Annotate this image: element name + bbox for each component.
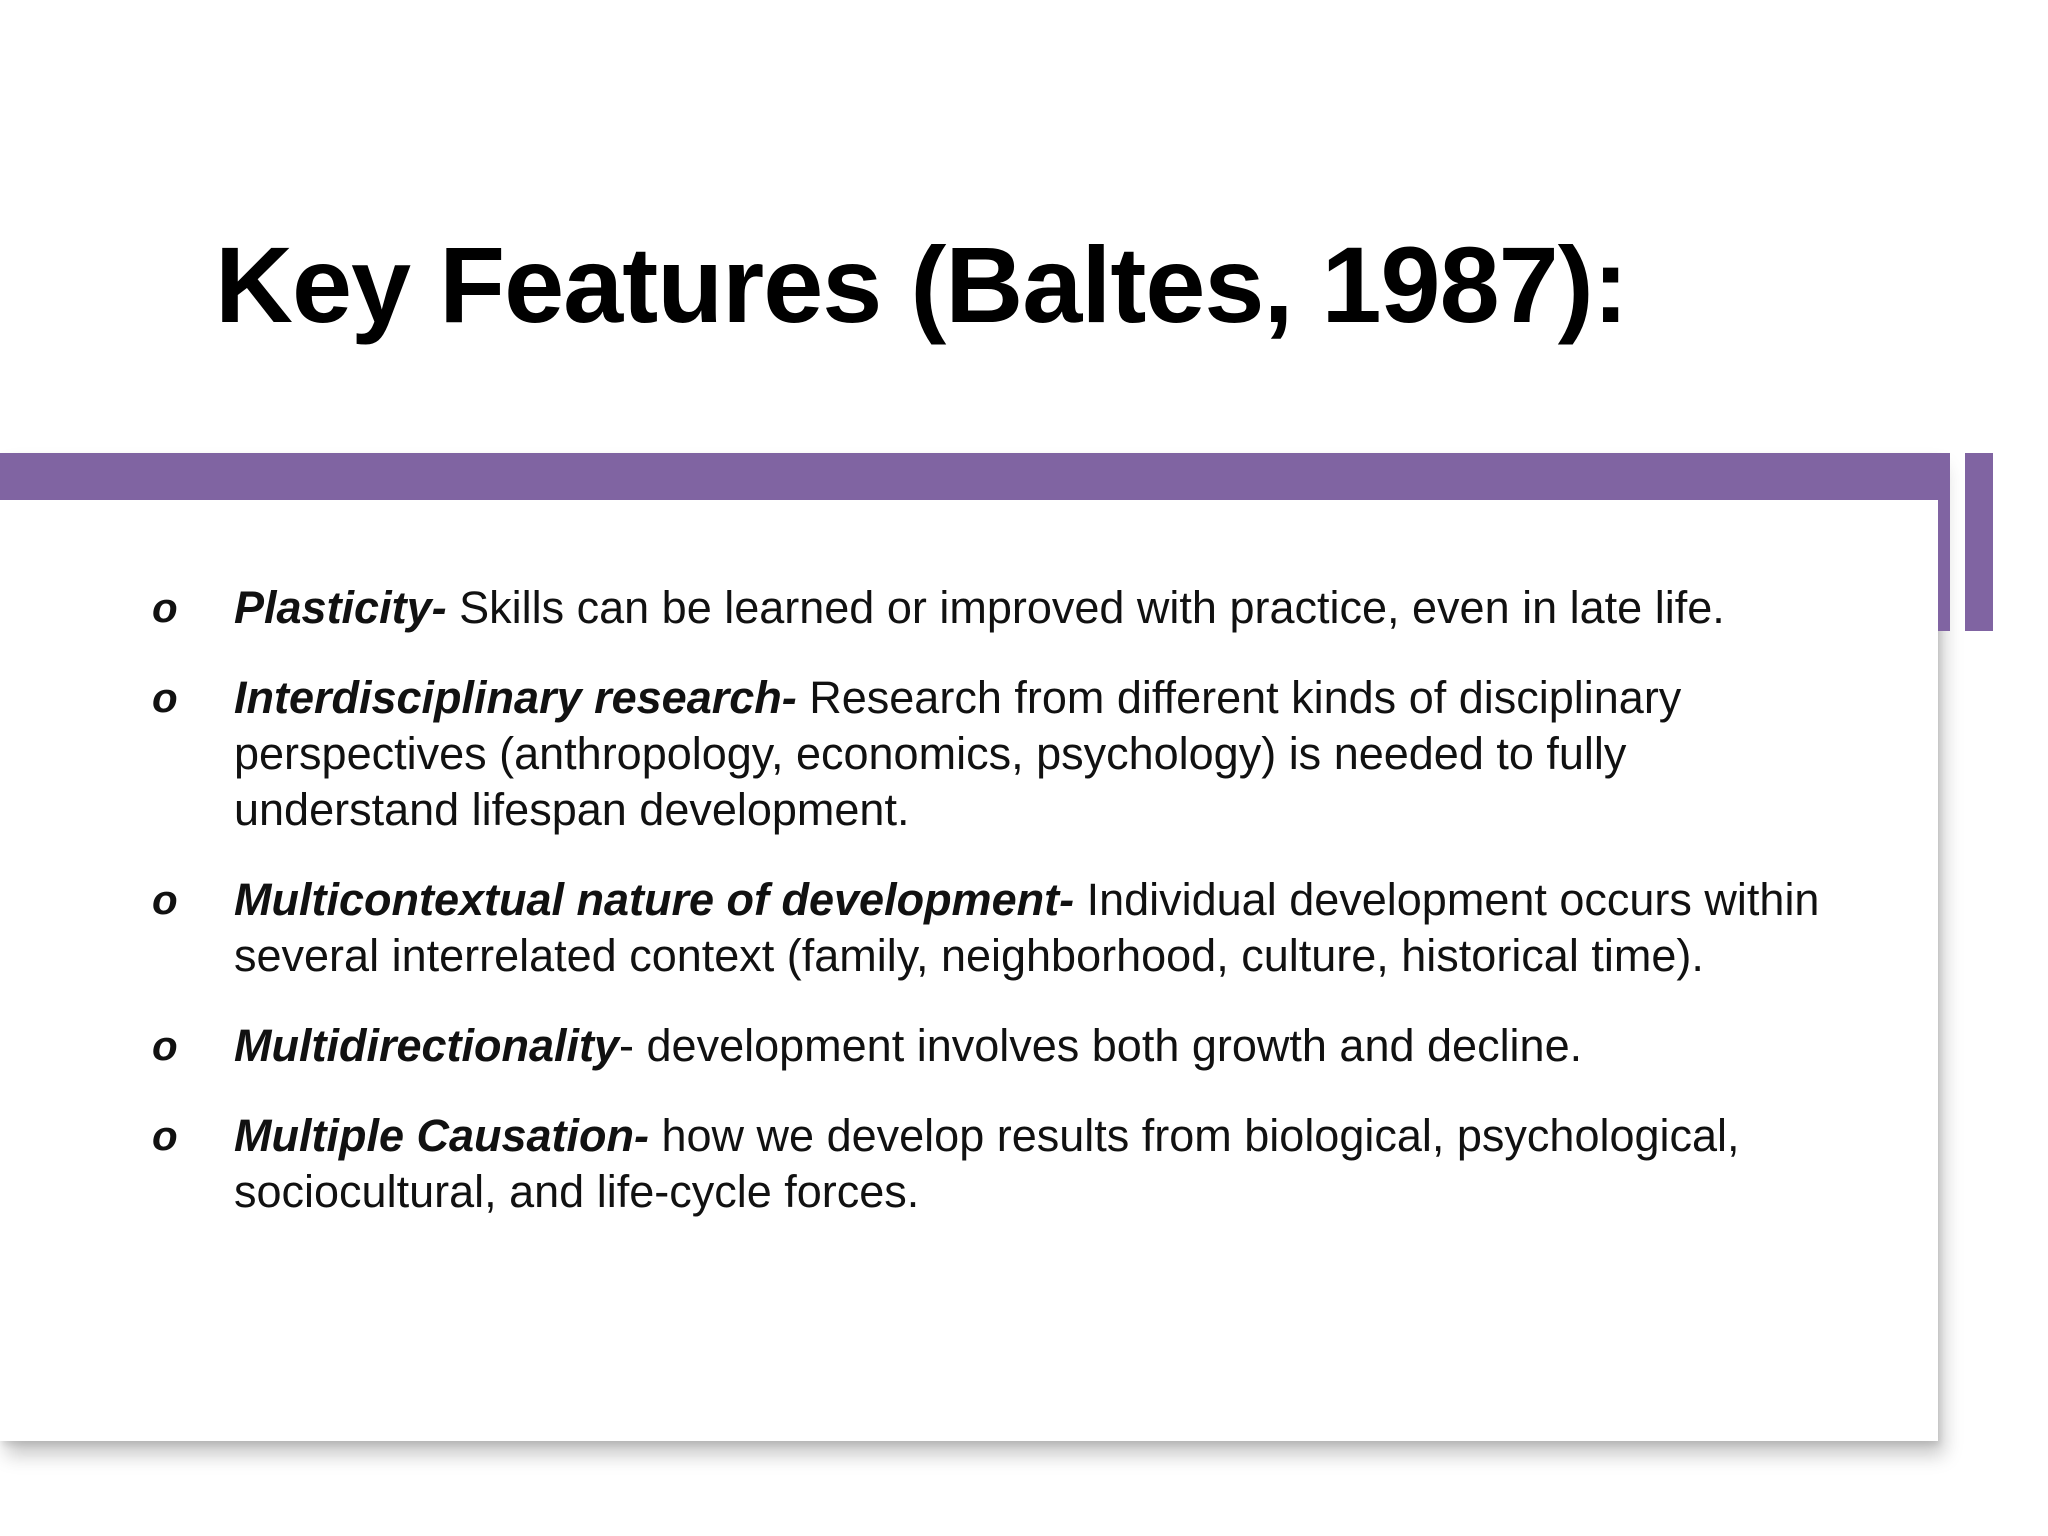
bullet-term: Multicontextual nature of development- xyxy=(234,874,1075,925)
bullet-term: Multiple Causation- xyxy=(234,1110,649,1161)
bullet-term: Multidirectionality xyxy=(234,1020,620,1071)
bullet-item-interdisciplinary-research xyxy=(150,670,1850,838)
bullet-term: Plasticity- xyxy=(234,582,447,633)
bullet-text: - development involves both growth and decline. xyxy=(619,1020,1583,1071)
bullet-marker: o xyxy=(152,584,178,631)
slide-title: Key Features (Baltes, 1987): xyxy=(215,224,1628,345)
bullet-item-multidirectionality xyxy=(150,1018,1850,1074)
bullet-text: Research from different kinds of disciplinary perspectives (anthropology, economics, psychology) is needed to fully understand lifespan development. xyxy=(234,672,1682,835)
accent-bar-vertical-outer xyxy=(1965,453,1993,631)
bullet-marker: o xyxy=(152,1112,178,1159)
accent-bar-horizontal xyxy=(0,453,1950,500)
bullet-text: how we develop results from biological, psychological, sociocultural, and life-cycle forces. xyxy=(234,1110,1740,1217)
bullet-term: Interdisciplinary research- xyxy=(234,672,797,723)
bullet-marker: o xyxy=(152,876,178,923)
bullet-list xyxy=(150,580,1850,1254)
bullet-text: Individual development occurs within several interrelated context (family, neighborhood, culture, historical time). xyxy=(234,874,1820,981)
bullet-marker: o xyxy=(152,1022,178,1069)
accent-bar-vertical-inner xyxy=(1938,453,1950,631)
bullet-marker: o xyxy=(152,674,178,721)
bullet-item-multicontextual-nature xyxy=(150,872,1850,984)
bullet-item-plasticity xyxy=(150,580,1850,636)
bullet-text: Skills can be learned or improved with practice, even in late life. xyxy=(446,582,1725,633)
bullet-item-multiple-causation xyxy=(150,1108,1850,1220)
